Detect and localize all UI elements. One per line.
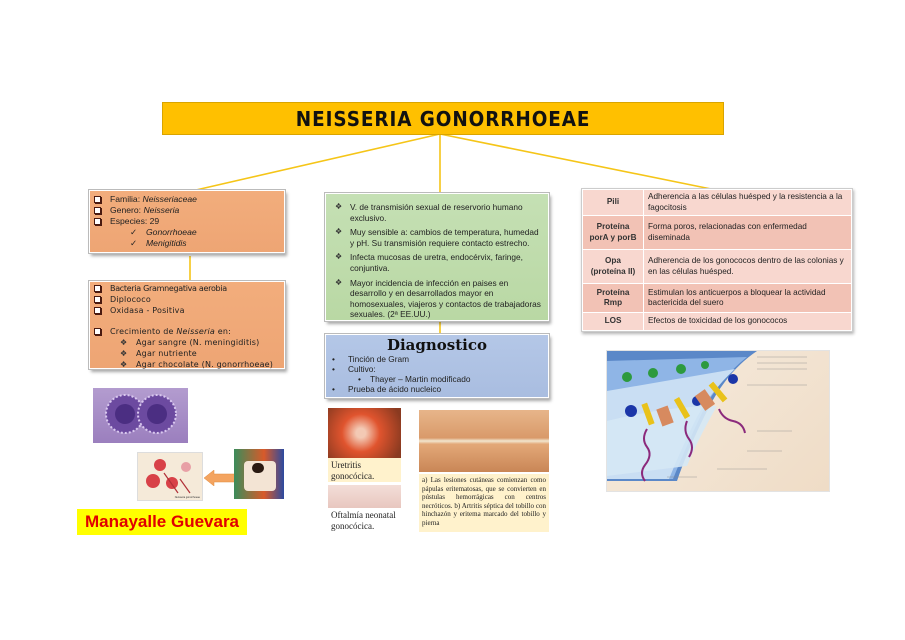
diagnostico-item: • Tinción de Gram bbox=[326, 354, 548, 364]
transmission-item: ❖ Infecta mucosas de uretra, endocérvix, faringe, conjuntiva. bbox=[334, 252, 542, 273]
especies-item: Especies: 29 bbox=[90, 216, 284, 227]
species-item: ✓ Menigitidis bbox=[130, 238, 284, 249]
genero-item bbox=[90, 205, 284, 216]
table-value: Efectos de toxicidad de los gonococos bbox=[644, 313, 852, 331]
membrane-drawing bbox=[607, 351, 829, 491]
gram-stain-drawing bbox=[138, 453, 202, 500]
growth-suffix: en: bbox=[214, 327, 232, 336]
taxonomy-list bbox=[90, 194, 284, 227]
characteristics-box bbox=[89, 281, 285, 369]
gram-stain-image bbox=[137, 452, 203, 501]
table-value: Forma poros, relacionadas con enfermedad diseminada bbox=[644, 216, 852, 250]
media-item: ❖ Agar sangre (N. meningiditis) bbox=[120, 337, 284, 348]
genero-label: Genero: bbox=[110, 205, 144, 215]
media-list bbox=[90, 337, 284, 370]
media-item: ❖ Agar chocolate (N. gonorrhoeae) bbox=[120, 359, 284, 370]
table-key: Pili bbox=[583, 190, 644, 216]
author-name: Manayalle Guevara bbox=[84, 512, 240, 531]
patient-image bbox=[234, 449, 284, 499]
cell-membrane-illustration bbox=[606, 350, 830, 492]
skin-lesions-caption bbox=[419, 474, 549, 532]
familia-label: Familia: bbox=[110, 194, 143, 204]
table-row bbox=[583, 250, 852, 284]
diagnostico-item: • Prueba de ácido nucleico bbox=[326, 384, 548, 394]
virulence-table-grid bbox=[582, 189, 852, 331]
table-row bbox=[583, 313, 852, 331]
characteristic-item: Diplococo bbox=[90, 294, 284, 305]
skin-lesions-image bbox=[419, 410, 549, 472]
characteristic-item: Bacteria Gramnegativa aerobia bbox=[90, 283, 284, 294]
table-value: Estimulan los anticuerpos a bloquear la actividad bactericida del suero bbox=[644, 284, 852, 313]
transmission-box bbox=[325, 193, 549, 321]
growth-genus: Neisseria bbox=[176, 327, 215, 336]
arrow-icon bbox=[204, 470, 236, 491]
table-value: Adherencia a las células huésped y la resistencia a la fagocitosis bbox=[644, 190, 852, 216]
diagnostico-list bbox=[326, 354, 548, 394]
table-key: Proteína Rmp bbox=[583, 284, 644, 313]
oftalmia-caption-text: Oftalmía neonatal gonocócica. bbox=[331, 510, 396, 531]
characteristics-list bbox=[90, 283, 284, 337]
table-key: Proteína porA y porB bbox=[583, 216, 644, 250]
diagnostico-box bbox=[325, 334, 549, 398]
diagnostico-item: • Cultivo: bbox=[326, 364, 548, 374]
growth-item bbox=[90, 326, 284, 337]
table-key: Opa (proteína II) bbox=[583, 250, 644, 284]
diagnostico-title: Diagnostico bbox=[386, 336, 488, 354]
diagnostico-subitem: • Thayer – Martin modificado bbox=[326, 374, 548, 384]
species-list bbox=[90, 227, 284, 249]
diplococcus-drawing bbox=[93, 388, 188, 443]
table-value: Adherencia de los gonococos dentro de las colonias y en las células huésped. bbox=[644, 250, 852, 284]
skin-lesions-caption-text: a) Las lesiones cutáneas comienzan como pápulas eritematosas, que se convierten en pústulas hemorrágicas con centros necróticos. b) Artritis séptica del tobillo con hinchazón y eritema marcado del tobillo y pierna bbox=[422, 476, 546, 527]
table-row bbox=[583, 216, 852, 250]
table-key: LOS bbox=[583, 313, 644, 331]
taxonomy-box bbox=[89, 190, 285, 253]
transmission-item: ❖ Mayor incidencia de infección en paises en desarrollo y en desarrollados mayor en homosexuales, viajeros y contactos de trabajadoras sexuales. (2ª EE.UU.) bbox=[334, 278, 542, 320]
characteristic-item: Oxidasa - Positiva bbox=[90, 305, 284, 316]
familia-value: Neisseriaceae bbox=[142, 194, 197, 204]
uretritis-image bbox=[328, 408, 401, 458]
transmission-item: ❖ V. de transmisión sexual de reservorio humano exclusivo. bbox=[334, 202, 542, 223]
gram-stain-label: Neisseria gonorrhoeae bbox=[174, 496, 200, 499]
familia-item bbox=[90, 194, 284, 205]
uretritis-caption bbox=[328, 458, 401, 482]
title-bar bbox=[162, 102, 724, 135]
transmission-item: ❖ Muy sensible a: cambios de temperatura, humedad y pH. Su transmisión requiere contacto estrecho. bbox=[334, 227, 542, 248]
transmission-list bbox=[334, 202, 542, 320]
author-label bbox=[77, 509, 247, 535]
page-title: NEISSERIA GONORRHOEAE bbox=[295, 106, 591, 131]
media-item: ❖ Agar nutriente bbox=[120, 348, 284, 359]
table-row bbox=[583, 284, 852, 313]
virulence-table bbox=[581, 188, 853, 332]
growth-prefix: Crecimiento de bbox=[110, 327, 177, 336]
gonococcus-3d-image bbox=[93, 388, 188, 443]
table-row bbox=[583, 190, 852, 216]
oftalmia-image bbox=[328, 485, 401, 508]
patient-hair bbox=[252, 463, 264, 473]
species-item: ✓ Gonorrhoeae bbox=[130, 227, 284, 238]
uretritis-caption-text: Uretritis gonocócica. bbox=[331, 460, 375, 481]
oftalmia-caption bbox=[328, 508, 401, 533]
genero-value: Neisseria bbox=[143, 205, 180, 215]
